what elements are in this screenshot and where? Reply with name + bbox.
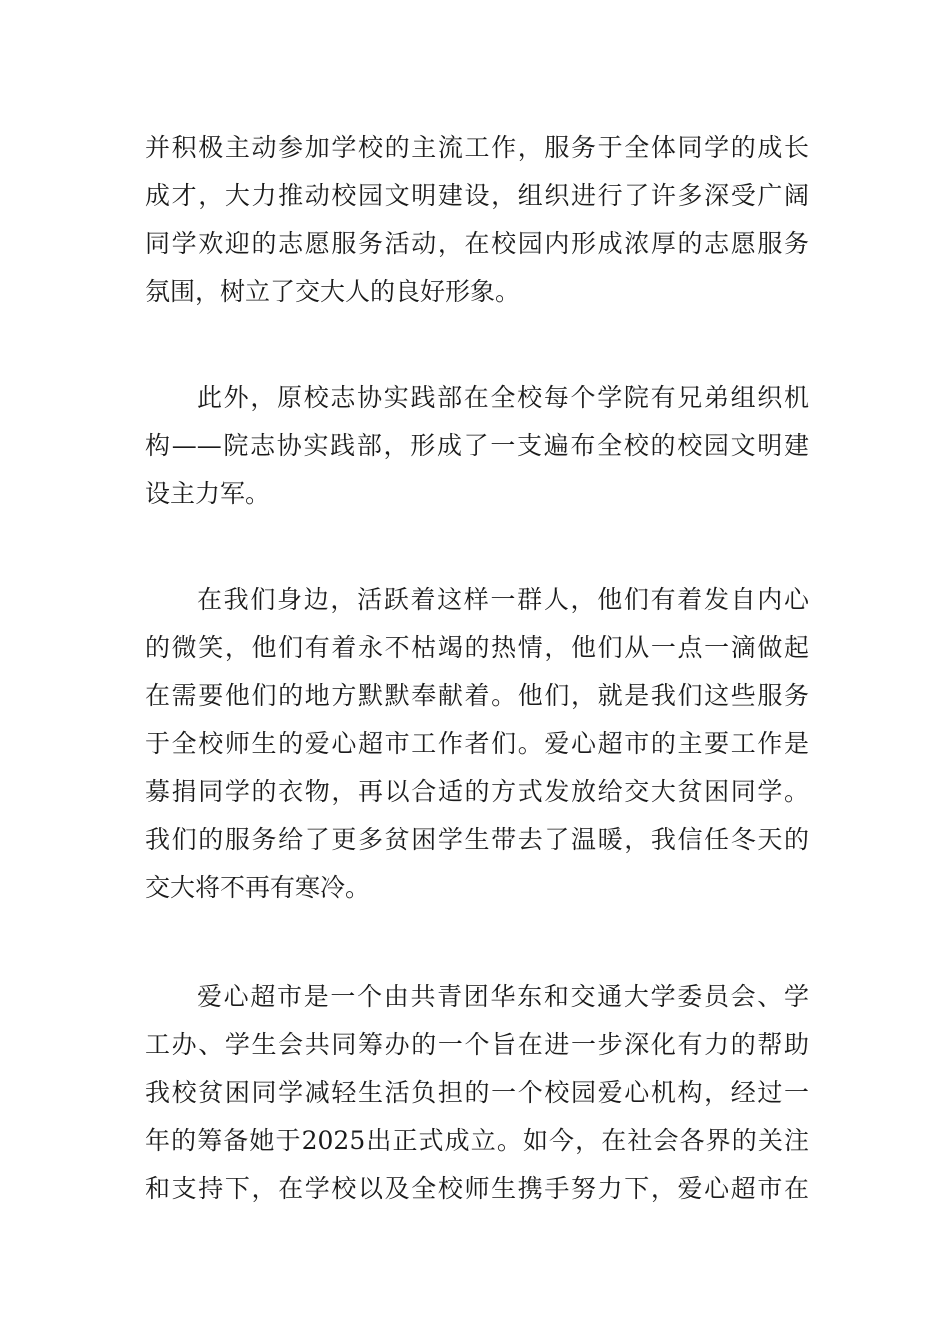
text-line: 工办、学生会共同筹办的一个旨在进一步深化有力的帮助 (145, 1030, 809, 1059)
text-line: 在需要他们的地方默默奉献着。他们，就是我们这些服务 (145, 681, 809, 710)
text-line: 我们的服务给了更多贫困学生带去了温暖，我信任冬天的 (145, 825, 809, 854)
paragraph-1 (145, 124, 809, 316)
text-line: 成才，大力推动校园文明建设，组织进行了许多深受广阔 (145, 181, 809, 210)
text-line: 年的筹备她于2025出正式成立。如今，在社会各界的关注 (145, 1126, 809, 1155)
text-line: 爱心超市是一个由共青团华东和交通大学委员会、学 (197, 982, 809, 1011)
paragraph-2 (145, 374, 809, 518)
text-line: 氛围，树立了交大人的良好形象。 (145, 277, 521, 306)
text-line: 并积极主动参加学校的主流工作，服务于全体同学的成长 (145, 133, 809, 162)
text-line: 交大将不再有寒冷。 (145, 873, 371, 902)
text-line: 我校贫困同学减轻生活负担的一个校园爱心机构，经过一 (145, 1078, 809, 1107)
text-line: 构——院志协实践部，形成了一支遍布全校的校园文明建 (145, 431, 809, 460)
paragraph-4 (145, 973, 809, 1213)
text-line: 的微笑，他们有着永不枯竭的热情，他们从一点一滴做起 (145, 633, 809, 662)
text-line: 和支持下，在学校以及全校师生携手努力下，爱心超市在 (145, 1174, 809, 1203)
paragraph-3 (145, 576, 809, 912)
text-line: 设主力军。 (145, 479, 271, 508)
text-line: 同学欢迎的志愿服务活动，在校园内形成浓厚的志愿服务 (145, 229, 809, 258)
text-line: 募捐同学的衣物，再以合适的方式发放给交大贫困同学。 (145, 777, 809, 806)
text-line: 于全校师生的爱心超市工作者们。爱心超市的主要工作是 (145, 729, 809, 758)
text-line: 在我们身边，活跃着这样一群人，他们有着发自内心 (197, 585, 809, 614)
text-line: 此外，原校志协实践部在全校每个学院有兄弟组织机 (197, 383, 809, 412)
